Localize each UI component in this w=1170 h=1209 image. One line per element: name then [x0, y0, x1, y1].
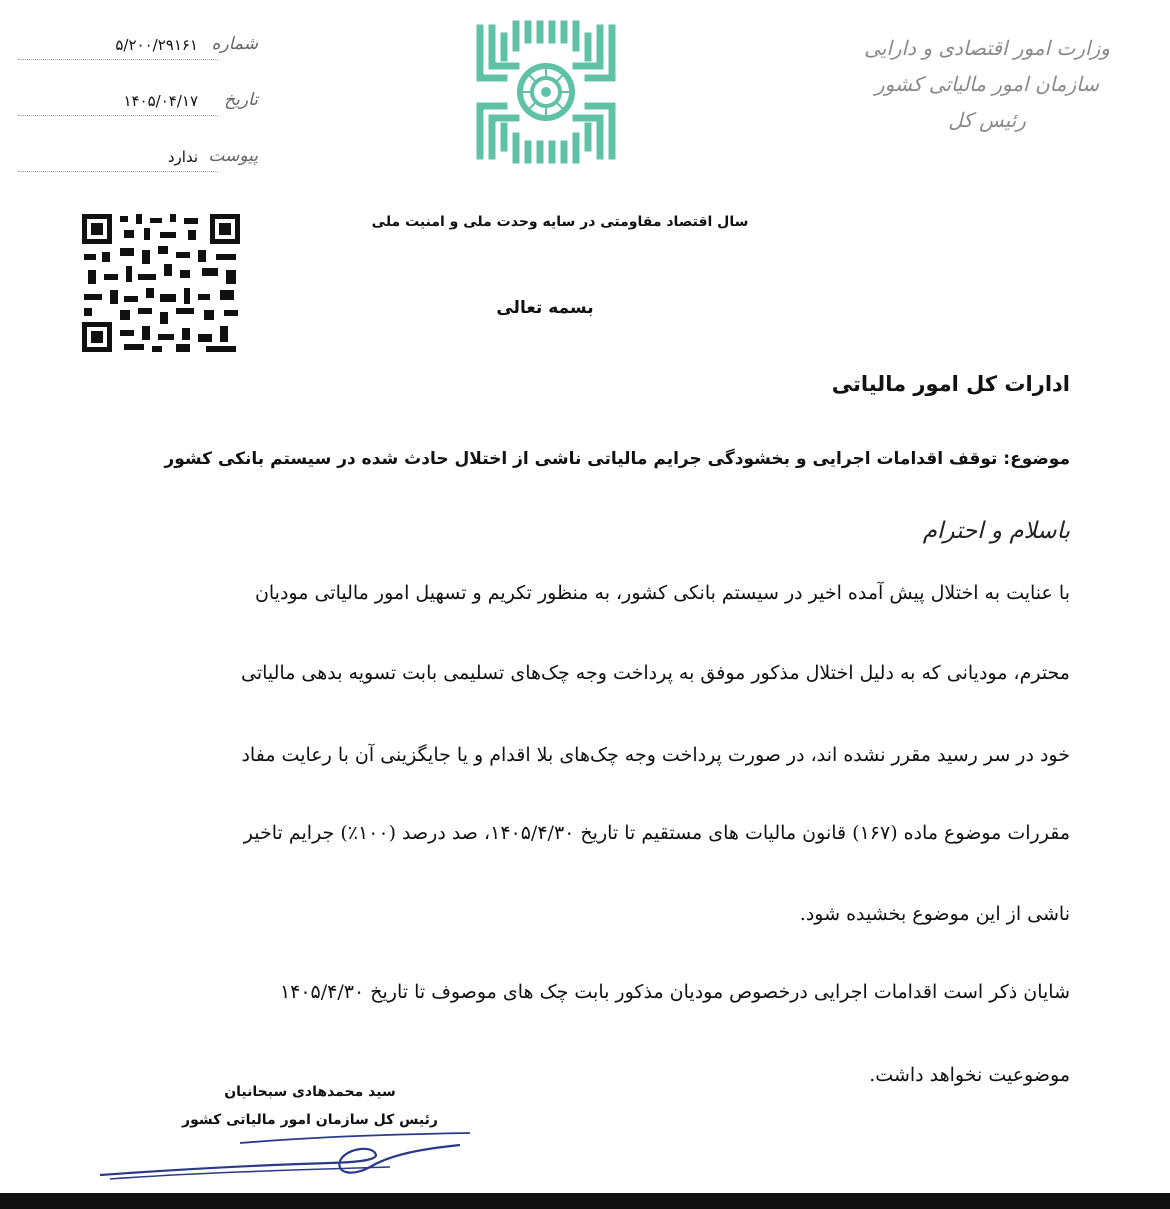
date-dotted-line [18, 115, 218, 116]
letter-date-row [18, 90, 258, 120]
attachment-row [18, 146, 258, 176]
body-line: شایان ذکر است اقدامات اجرایی درخصوص مودیان مذکور بابت چک های موصوف تا تاریخ ۱۴۰۵/۴/۳۰ [279, 981, 1070, 1003]
body-line: موضوعیت نخواهد داشت. [869, 1064, 1070, 1086]
signer-name: سید محمدهادی سبحانیان [224, 1084, 396, 1100]
office-title: رئیس کل [948, 108, 1026, 132]
year-slogan: سال اقتصاد مقاومتی در سایه وحدت ملی و امنیت ملی [371, 214, 749, 230]
ministry-header [832, 30, 1142, 138]
date-value: ۱۴۰۵/۰۴/۱۷ [123, 92, 198, 110]
signature-icon [90, 1115, 480, 1185]
organization-name: سازمان امور مالیاتی کشور [875, 72, 1099, 96]
greeting: باسلام و احترام [922, 518, 1070, 544]
qr-code-icon [80, 212, 242, 354]
number-dotted-line [18, 59, 218, 60]
signer-title: رئیس کل سازمان امور مالیاتی کشور [182, 1112, 438, 1128]
number-label: شماره [211, 34, 258, 54]
letter-number-row [18, 34, 258, 64]
subject-line: موضوع: توقف اقدامات اجرایی و بخشودگی جرایم مالیاتی ناشی از اختلال حادث شده در سیستم بانکی کشور [164, 449, 1070, 469]
body-line: ناشی از این موضوع بخشیده شود. [799, 903, 1070, 925]
basmala: بسمه تعالی [496, 298, 594, 318]
number-value: ۵/۲۰۰/۲۹۱۶۱ [115, 36, 198, 54]
body-line: محترم، مودیانی که به دلیل اختلال مذکور موفق به پرداخت وجه چک‌های تسلیمی بابت تسویه بدهی مالیاتی [240, 662, 1070, 684]
recipient: ادارات کل امور مالیاتی [831, 372, 1070, 396]
attachment-value: ندارد [167, 148, 198, 166]
body-line: با عنایت به اختلال پیش آمده اخیر در سیستم بانکی کشور، به منظور تکریم و تسهیل امور مالیاتی مودیان [254, 582, 1070, 604]
body-line: خود در سر رسید مقرر نشده اند، در صورت پرداخت وجه چک‌های بلا اقدام و یا جایگزینی آن با رعایت مفاد [241, 744, 1070, 766]
date-label: تاریخ [224, 90, 258, 110]
attachment-label: پیوست [208, 146, 258, 166]
body-line: مقررات موضوع ماده (۱۶۷) قانون مالیات های مستقیم تا تاریخ ۱۴۰۵/۴/۳۰، صد درصد (۱۰۰٪) جرایم تاخیر [243, 822, 1070, 844]
tax-organization-logo [470, 18, 622, 166]
attachment-dotted-line [18, 171, 218, 172]
ministry-name: وزارت امور اقتصادی و دارایی [864, 36, 1110, 60]
scan-bottom-edge [0, 1193, 1170, 1209]
